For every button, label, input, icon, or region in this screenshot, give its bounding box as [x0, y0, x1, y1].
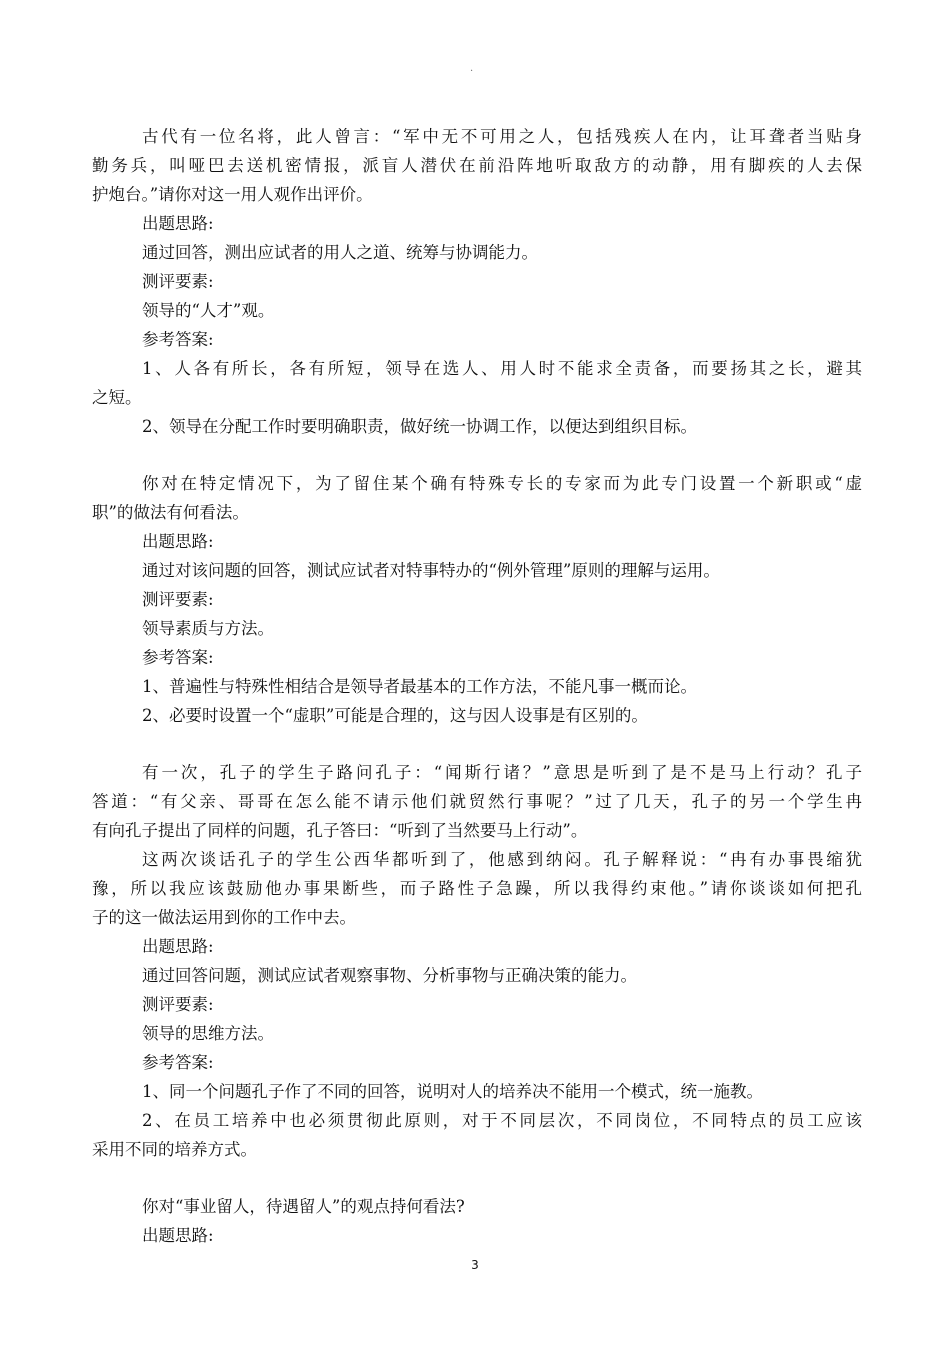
idea-label: 出题思路:: [142, 1226, 214, 1245]
answer-line: 2、在员工培养中也必须贯彻此原则，对于不同层次，不同岗位，不同特点的员工应该: [142, 1111, 862, 1130]
idea-label: 出题思路:: [142, 937, 214, 956]
question-line: 古代有一位名将，此人曾言：“军中无不可用之人，包括残疾人在内，让耳聋者当贴身: [142, 127, 862, 146]
section-gap: [92, 730, 862, 758]
elements-text: 领导的“人才”观。: [142, 301, 275, 320]
question-line: 这两次谈话孔子的学生公西华都听到了，他感到纳闷。孔子解释说：“冉有办事畏缩犹: [142, 850, 862, 869]
elements-text: 领导的思维方法。: [142, 1024, 274, 1043]
question-block-2: [92, 469, 862, 730]
answer-label: 参考答案:: [142, 648, 214, 667]
answer-line: 2、必要时设置一个“虚职”可能是合理的，这与因人设事是有区别的。: [142, 706, 648, 725]
answer-line: 1、普遍性与特殊性相结合是领导者最基本的工作方法，不能凡事一概而论。: [142, 677, 697, 696]
question-block-1: [92, 122, 862, 441]
elements-label: 测评要素:: [142, 272, 214, 291]
idea-text: 通过对该问题的回答，测试应试者对特事特办的“例外管理”原则的理解与运用。: [142, 561, 720, 580]
header-mark: ·: [470, 66, 474, 77]
question-line: 你对在特定情况下，为了留住某个确有特殊专长的专家而为此专门设置一个新职或“虚: [142, 474, 862, 493]
answer-label: 参考答案:: [142, 330, 214, 349]
idea-label: 出题思路:: [142, 532, 214, 551]
question-block-3: [92, 758, 862, 1164]
question-line: 勤务兵，叫哑巴去送机密情报，派盲人潜伏在前沿阵地听取敌方的动静，用有脚疾的人去保: [92, 156, 862, 175]
question-line: 豫，所以我应该鼓励他办事果断些，而子路性子急躁，所以我得约束他。”请你谈谈如何把孔: [92, 879, 862, 898]
idea-label: 出题思路:: [142, 214, 214, 233]
answer-label: 参考答案:: [142, 1053, 214, 1072]
idea-text: 通过回答，测出应试者的用人之道、统筹与协调能力。: [142, 243, 538, 262]
document-body: [92, 122, 862, 1250]
question-block-4: [92, 1192, 862, 1250]
answer-line: 2、领导在分配工作时要明确职责，做好统一协调工作，以便达到组织目标。: [142, 417, 697, 436]
elements-text: 领导素质与方法。: [142, 619, 274, 638]
question-line: 你对“事业留人，待遇留人”的观点持何看法?: [142, 1197, 465, 1216]
section-gap: [92, 441, 862, 469]
question-line: 子的这一做法运用到你的工作中去。: [92, 908, 356, 927]
question-line: 职”的做法有何看法。: [92, 503, 249, 522]
section-gap: [92, 1164, 862, 1192]
answer-line: 采用不同的培养方式。: [92, 1140, 257, 1159]
elements-label: 测评要素:: [142, 590, 214, 609]
question-line: 有一次，孔子的学生子路问孔子：“闻斯行诸？”意思是听到了是不是马上行动？孔子: [142, 763, 862, 782]
page-number: 3: [471, 1258, 479, 1272]
idea-text: 通过回答问题，测试应试者观察事物、分析事物与正确决策的能力。: [142, 966, 637, 985]
answer-line: 之短。: [92, 388, 142, 407]
question-line: 答道：“有父亲、哥哥在怎么能不请示他们就贸然行事呢？”过了几天，孔子的另一个学生冉: [92, 792, 862, 811]
answer-line: 1、人各有所长，各有所短，领导在选人、用人时不能求全责备，而要扬其之长，避其: [142, 359, 862, 378]
answer-line: 1、同一个问题孔子作了不同的回答，说明对人的培养决不能用一个模式，统一施教。: [142, 1082, 763, 1101]
question-line: 护炮台。”请你对这一用人观作出评价。: [92, 185, 373, 204]
elements-label: 测评要素:: [142, 995, 214, 1014]
question-line: 有向孔子提出了同样的问题，孔子答曰：“听到了当然要马上行动”。: [92, 821, 588, 840]
